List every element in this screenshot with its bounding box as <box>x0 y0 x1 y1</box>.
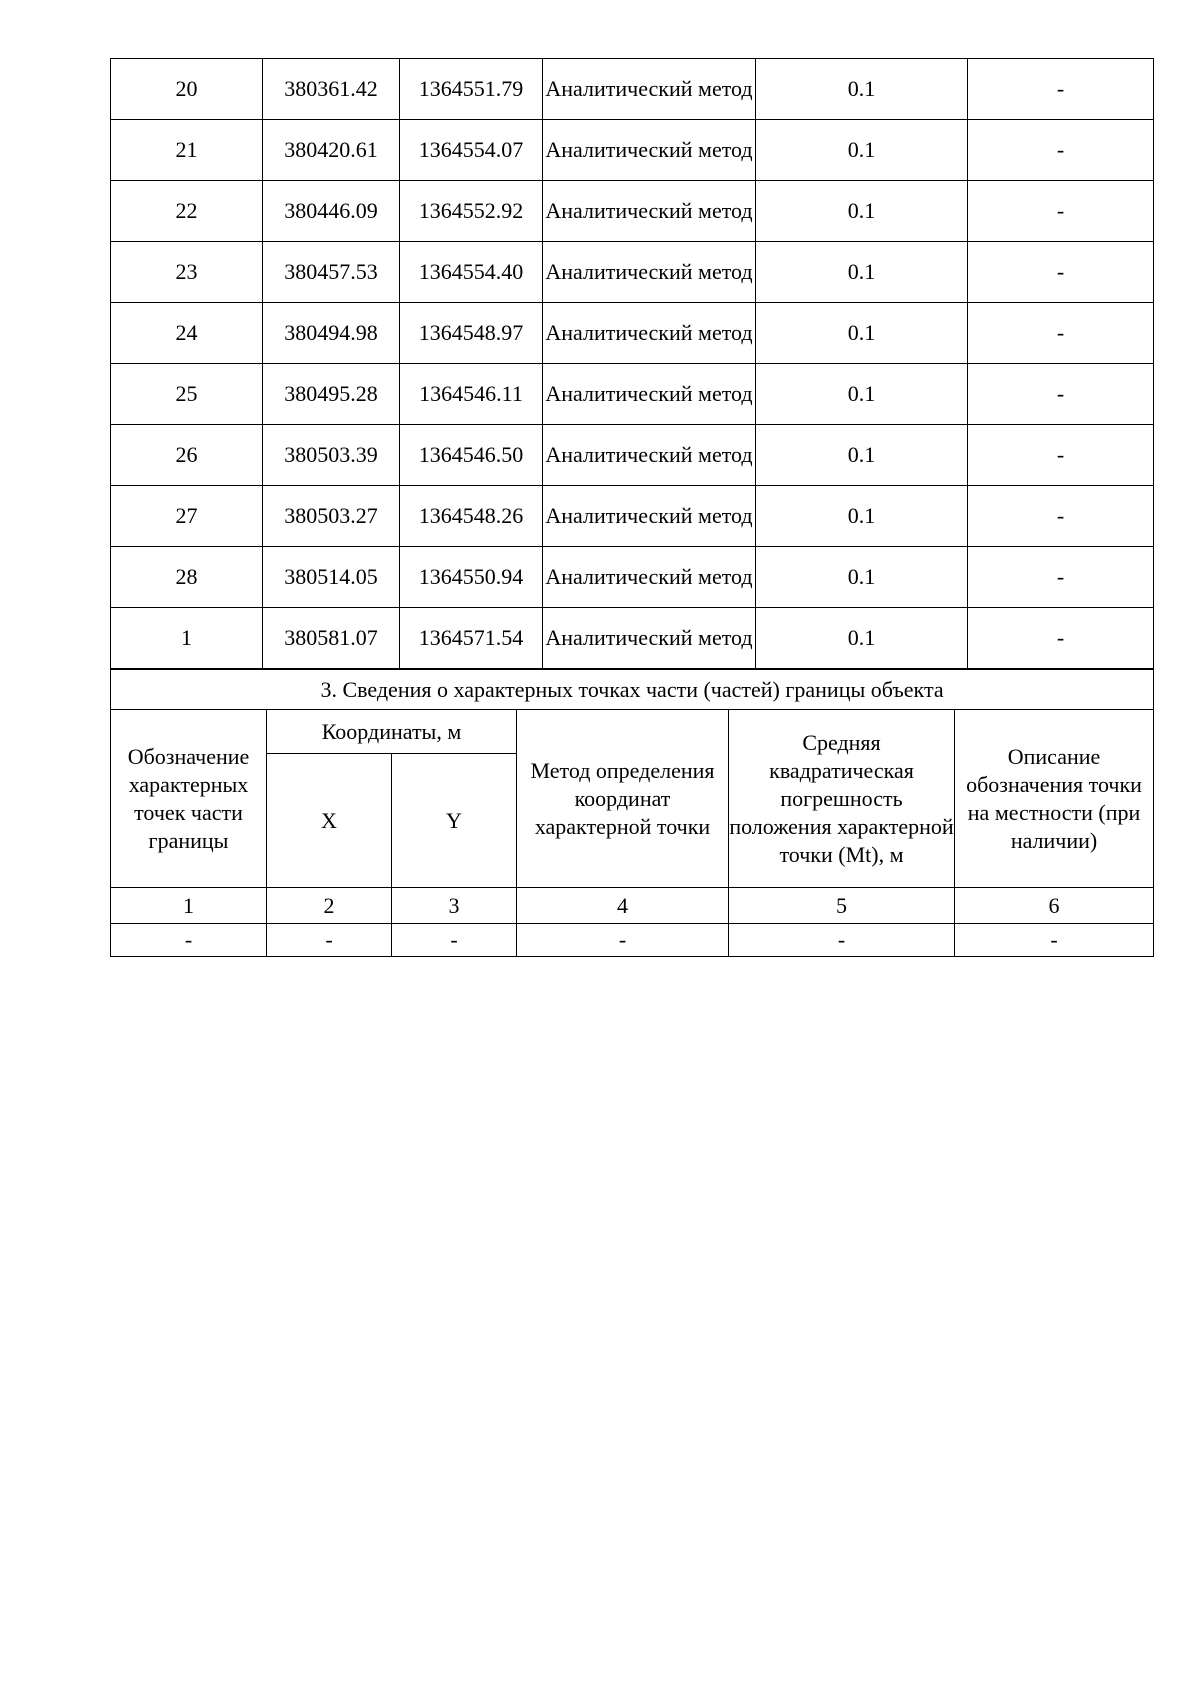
table-row <box>111 181 1154 242</box>
description-cell: - <box>968 608 1154 669</box>
description-cell: - <box>968 303 1154 364</box>
point-cell: 1 <box>111 608 263 669</box>
method-cell: Аналитический метод <box>543 242 756 303</box>
method-cell: Аналитический метод <box>543 608 756 669</box>
point-cell: 27 <box>111 486 263 547</box>
coordinates-table-body <box>111 59 1154 669</box>
error-cell: 0.1 <box>756 59 968 120</box>
table-row <box>111 59 1154 120</box>
method-cell: Аналитический метод <box>543 59 756 120</box>
point-cell: 21 <box>111 120 263 181</box>
y-coordinate-cell: 1364552.92 <box>400 181 543 242</box>
description-cell: - <box>968 242 1154 303</box>
y-coordinate-cell: 1364554.07 <box>400 120 543 181</box>
table-row <box>111 303 1154 364</box>
description-cell: - <box>968 364 1154 425</box>
table-row <box>111 120 1154 181</box>
description-cell: - <box>968 59 1154 120</box>
header-x: X <box>267 754 392 888</box>
table-row <box>111 425 1154 486</box>
column-number: 2 <box>267 888 392 924</box>
description-cell: - <box>968 425 1154 486</box>
header-row-1 <box>111 710 1154 754</box>
description-cell: - <box>968 120 1154 181</box>
table-row <box>111 242 1154 303</box>
error-cell: 0.1 <box>756 181 968 242</box>
method-cell: Аналитический метод <box>543 181 756 242</box>
column-numbers-row <box>111 888 1154 924</box>
error-cell: 0.1 <box>756 364 968 425</box>
table-row <box>111 547 1154 608</box>
y-coordinate-cell: 1364571.54 <box>400 608 543 669</box>
table-row <box>111 608 1154 669</box>
y-coordinate-cell: 1364546.50 <box>400 425 543 486</box>
x-coordinate-cell: 380361.42 <box>263 59 400 120</box>
description-cell: - <box>968 181 1154 242</box>
empty-cell: - <box>517 924 729 957</box>
column-number: 1 <box>111 888 267 924</box>
y-coordinate-cell: 1364548.26 <box>400 486 543 547</box>
description-cell: - <box>968 486 1154 547</box>
empty-cell: - <box>392 924 517 957</box>
method-cell: Аналитический метод <box>543 486 756 547</box>
section-title-row <box>111 670 1154 710</box>
y-coordinate-cell: 1364548.97 <box>400 303 543 364</box>
point-cell: 28 <box>111 547 263 608</box>
empty-cell: - <box>111 924 267 957</box>
method-cell: Аналитический метод <box>543 364 756 425</box>
point-cell: 26 <box>111 425 263 486</box>
error-cell: 0.1 <box>756 120 968 181</box>
error-cell: 0.1 <box>756 303 968 364</box>
part-boundary-table <box>110 669 1154 957</box>
header-error: Средняя квадратическая погрешность положения характерной точки (Mt), м <box>729 710 955 888</box>
empty-cell: - <box>955 924 1154 957</box>
header-method: Метод определения координат характерной точки <box>517 710 729 888</box>
column-number: 4 <box>517 888 729 924</box>
header-point-designation: Обозначение характерных точек части границы <box>111 710 267 888</box>
empty-cell: - <box>267 924 392 957</box>
x-coordinate-cell: 380495.28 <box>263 364 400 425</box>
section-title: 3. Сведения о характерных точках части (частей) границы объекта <box>111 670 1154 710</box>
x-coordinate-cell: 380514.05 <box>263 547 400 608</box>
y-coordinate-cell: 1364546.11 <box>400 364 543 425</box>
x-coordinate-cell: 380420.61 <box>263 120 400 181</box>
point-cell: 24 <box>111 303 263 364</box>
method-cell: Аналитический метод <box>543 303 756 364</box>
error-cell: 0.1 <box>756 547 968 608</box>
x-coordinate-cell: 380581.07 <box>263 608 400 669</box>
error-cell: 0.1 <box>756 425 968 486</box>
empty-cell: - <box>729 924 955 957</box>
error-cell: 0.1 <box>756 242 968 303</box>
point-cell: 25 <box>111 364 263 425</box>
error-cell: 0.1 <box>756 486 968 547</box>
point-cell: 23 <box>111 242 263 303</box>
x-coordinate-cell: 380503.39 <box>263 425 400 486</box>
header-description: Описание обозначения точки на местности (при наличии) <box>955 710 1154 888</box>
table-row <box>111 364 1154 425</box>
method-cell: Аналитический метод <box>543 120 756 181</box>
y-coordinate-cell: 1364554.40 <box>400 242 543 303</box>
x-coordinate-cell: 380503.27 <box>263 486 400 547</box>
y-coordinate-cell: 1364550.94 <box>400 547 543 608</box>
header-y: Y <box>392 754 517 888</box>
y-coordinate-cell: 1364551.79 <box>400 59 543 120</box>
error-cell: 0.1 <box>756 608 968 669</box>
x-coordinate-cell: 380494.98 <box>263 303 400 364</box>
empty-data-row <box>111 924 1154 957</box>
column-number: 5 <box>729 888 955 924</box>
column-number: 6 <box>955 888 1154 924</box>
x-coordinate-cell: 380457.53 <box>263 242 400 303</box>
method-cell: Аналитический метод <box>543 425 756 486</box>
table-row <box>111 486 1154 547</box>
header-coordinates: Координаты, м <box>267 710 517 754</box>
coordinates-table <box>110 58 1154 669</box>
method-cell: Аналитический метод <box>543 547 756 608</box>
point-cell: 22 <box>111 181 263 242</box>
description-cell: - <box>968 547 1154 608</box>
column-number: 3 <box>392 888 517 924</box>
x-coordinate-cell: 380446.09 <box>263 181 400 242</box>
point-cell: 20 <box>111 59 263 120</box>
